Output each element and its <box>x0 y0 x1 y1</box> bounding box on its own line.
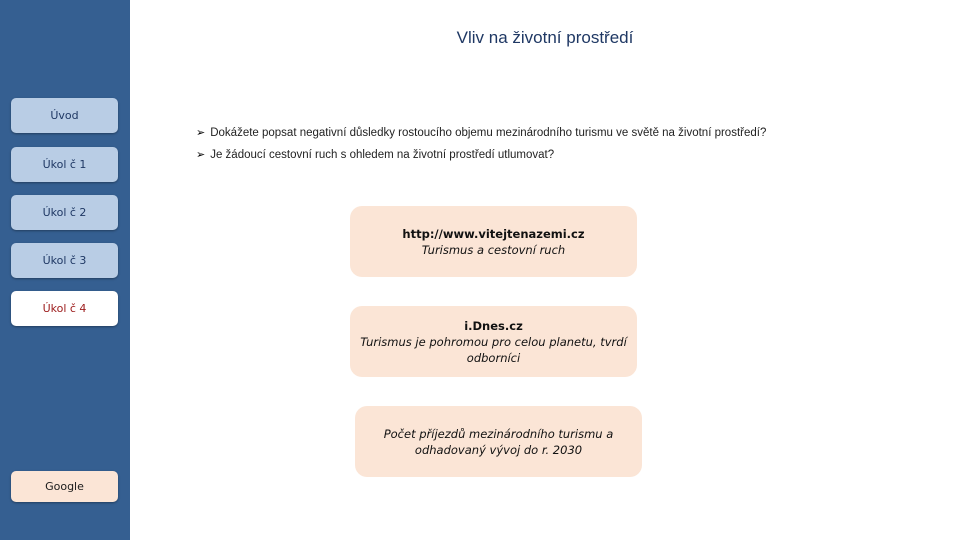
question-item <box>196 126 766 139</box>
link-card-vitejtenazemi[interactable] <box>350 206 637 277</box>
question-text: Je žádoucí cestovní ruch s ohledem na životní prostředí utlumovat? <box>210 148 555 161</box>
nav-uvod-button[interactable]: Úvod <box>11 98 118 133</box>
arrow-bullet-icon: ➢ <box>196 149 206 161</box>
card-caption: Turismus je pohromou pro celou planetu, tvrdí odborníci <box>360 334 627 365</box>
question-item <box>196 148 766 161</box>
sidebar <box>0 0 130 540</box>
nav-ukol3-button[interactable]: Úkol č 3 <box>11 243 118 278</box>
nav-ukol4-button[interactable]: Úkol č 4 <box>11 291 118 326</box>
card-caption: Turismus a cestovní ruch <box>421 242 566 257</box>
arrow-bullet-icon: ➢ <box>196 127 206 139</box>
link-card-prijezdy[interactable] <box>355 406 642 477</box>
card-source: http://www.vitejtenazemi.cz <box>402 226 585 241</box>
card-caption: Počet příjezdů mezinárodního turismu a odhadovaný vývoj do r. 2030 <box>383 426 614 457</box>
page-title: Vliv na životní prostředí <box>456 28 634 47</box>
link-card-idnes[interactable] <box>350 306 637 377</box>
nav-ukol1-button[interactable]: Úkol č 1 <box>11 147 118 182</box>
google-button[interactable]: Google <box>11 471 118 502</box>
question-text: Dokážete popsat negativní důsledky rostoucího objemu mezinárodního turismu ve světě na životní prostředí? <box>210 126 767 139</box>
question-list <box>196 126 766 170</box>
card-source: i.Dnes.cz <box>464 318 523 333</box>
nav-ukol2-button[interactable]: Úkol č 2 <box>11 195 118 230</box>
